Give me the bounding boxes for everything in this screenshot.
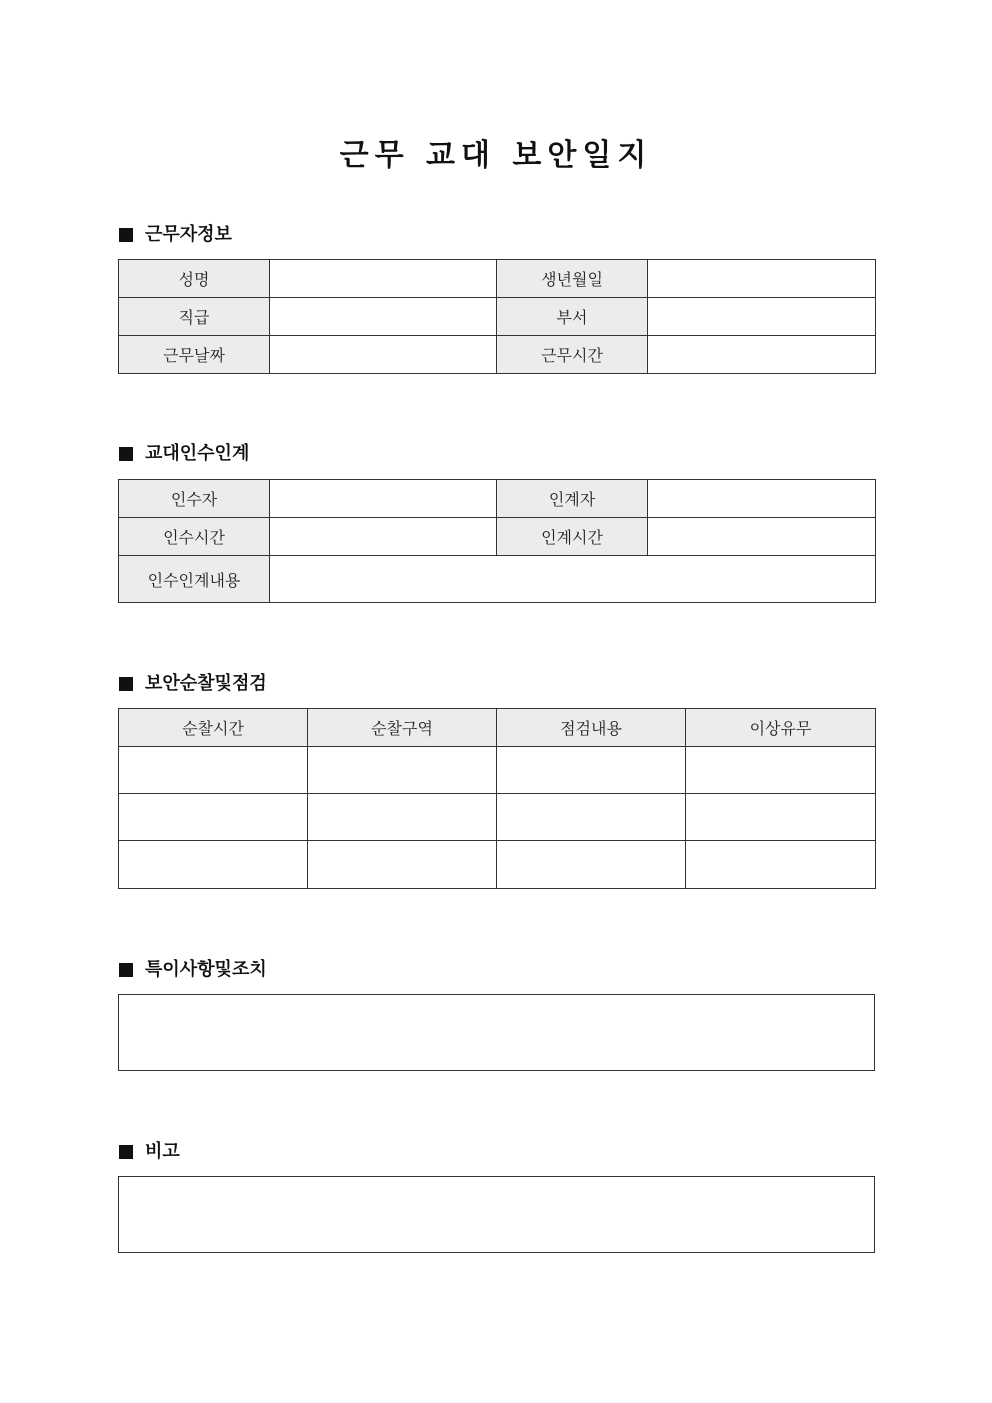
table-row xyxy=(119,298,876,336)
table-row xyxy=(119,336,876,374)
section-heading-label: 특이사항및조치 xyxy=(145,959,267,980)
section-heading-handover xyxy=(119,443,249,465)
square-bullet-icon xyxy=(119,963,133,977)
birthdate-label: 생년월일 xyxy=(497,260,648,298)
column-header-abnormality: 이상유무 xyxy=(686,709,876,747)
inspection-content-cell[interactable] xyxy=(497,794,686,841)
patrol-time-cell[interactable] xyxy=(119,794,308,841)
notes-field[interactable] xyxy=(118,994,875,1071)
giver-field[interactable] xyxy=(648,480,876,518)
column-header-patrol-area: 순찰구역 xyxy=(308,709,497,747)
patrol-area-cell[interactable] xyxy=(308,794,497,841)
inspection-content-cell[interactable] xyxy=(497,747,686,794)
department-field[interactable] xyxy=(648,298,876,336)
worker-info-table xyxy=(118,259,876,374)
section-heading-notes xyxy=(119,959,267,981)
section-heading-label: 비고 xyxy=(145,1141,180,1162)
square-bullet-icon xyxy=(119,228,133,242)
patrol-area-cell[interactable] xyxy=(308,841,497,889)
inspection-content-cell[interactable] xyxy=(497,841,686,889)
giver-label: 인계자 xyxy=(497,480,648,518)
department-label: 부서 xyxy=(497,298,648,336)
abnormality-cell[interactable] xyxy=(686,794,876,841)
square-bullet-icon xyxy=(119,447,133,461)
receive-time-label: 인수시간 xyxy=(119,518,270,556)
table-row xyxy=(119,518,876,556)
name-label: 성명 xyxy=(119,260,270,298)
patrol-time-cell[interactable] xyxy=(119,841,308,889)
abnormality-cell[interactable] xyxy=(686,841,876,889)
work-time-label: 근무시간 xyxy=(497,336,648,374)
square-bullet-icon xyxy=(119,1145,133,1159)
work-date-label: 근무날짜 xyxy=(119,336,270,374)
section-heading-patrol xyxy=(119,673,267,695)
handover-content-field[interactable] xyxy=(270,556,876,603)
section-heading-remarks xyxy=(119,1141,180,1163)
section-heading-label: 보안순찰및점검 xyxy=(145,673,267,694)
position-field[interactable] xyxy=(270,298,497,336)
section-heading-label: 교대인수인계 xyxy=(145,443,250,464)
patrol-table xyxy=(118,708,876,889)
table-row xyxy=(119,556,876,603)
birthdate-field[interactable] xyxy=(648,260,876,298)
column-header-inspection-content: 점검내용 xyxy=(497,709,686,747)
handover-content-label: 인수인계내용 xyxy=(119,556,270,603)
table-row xyxy=(119,841,876,889)
receiver-field[interactable] xyxy=(270,480,497,518)
handover-table xyxy=(118,479,876,603)
table-header-row xyxy=(119,709,876,747)
table-row xyxy=(119,480,876,518)
section-heading-worker-info xyxy=(119,224,232,246)
work-date-field[interactable] xyxy=(270,336,497,374)
receiver-label: 인수자 xyxy=(119,480,270,518)
column-header-patrol-time: 순찰시간 xyxy=(119,709,308,747)
patrol-area-cell[interactable] xyxy=(308,747,497,794)
give-time-label: 인계시간 xyxy=(497,518,648,556)
position-label: 직급 xyxy=(119,298,270,336)
section-heading-label: 근무자정보 xyxy=(145,224,232,245)
abnormality-cell[interactable] xyxy=(686,747,876,794)
table-row xyxy=(119,747,876,794)
page-title: 근무 교대 보안일지 xyxy=(339,138,653,173)
name-field[interactable] xyxy=(270,260,497,298)
square-bullet-icon xyxy=(119,677,133,691)
give-time-field[interactable] xyxy=(648,518,876,556)
patrol-time-cell[interactable] xyxy=(119,747,308,794)
remarks-field[interactable] xyxy=(118,1176,875,1253)
work-time-field[interactable] xyxy=(648,336,876,374)
table-row xyxy=(119,794,876,841)
receive-time-field[interactable] xyxy=(270,518,497,556)
table-row xyxy=(119,260,876,298)
